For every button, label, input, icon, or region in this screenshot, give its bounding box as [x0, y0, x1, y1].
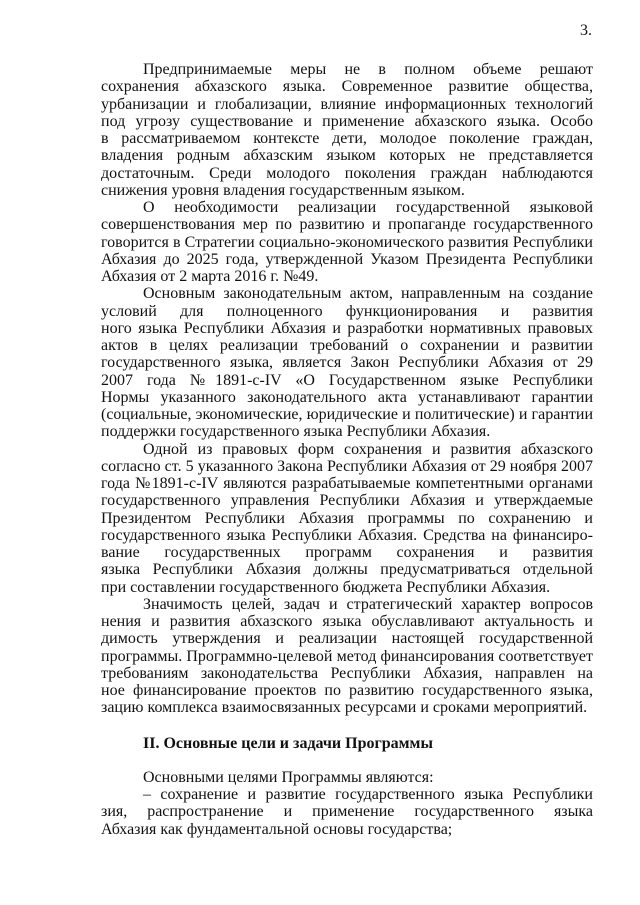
paragraph [101, 61, 593, 199]
text-line: Одной из правовых форм сохранения и развития абхазского [143, 440, 593, 458]
text-line: Основными целями Программы являются: [143, 768, 434, 786]
text-line: вание государственных программ сохранения и развития [101, 544, 593, 561]
section-heading: II. Основные цели и задачи Программы [143, 734, 433, 752]
text-line: требованиям законодательства Республики Абхазия, направлен на [101, 664, 593, 682]
paragraph [101, 441, 593, 596]
text-line: – сохранение и развитие государственного языка Республики [143, 786, 593, 803]
text-line: зия, распространение и применение государственного языка [101, 803, 593, 821]
text-line: Абхазия до 2025 года, утвержденной Указом Президента Республики [101, 250, 593, 268]
paragraph [101, 285, 593, 440]
text-line: Абхазия как фундаментальной основы государства; [101, 820, 453, 838]
text-line: условий для полноценного функционирования и развития [101, 302, 593, 320]
page-number: 3. [580, 22, 592, 39]
text-line: димость утверждения и реализации настоящей государственной [101, 630, 593, 648]
section-intro [101, 61, 593, 717]
text-line: урбанизации и глобализации, влияние информационных технологий [101, 95, 593, 113]
text-line: владения родным абхазским языком которых не представляется [101, 147, 593, 165]
text-line: достаточным. Среди молодого поколения граждан наблюдаются [101, 164, 593, 182]
text-line: года №1891-с-IV являются разрабатываемые компетентными органами [101, 475, 593, 492]
text-line: снижения уровня владения государственным языком. [101, 181, 465, 199]
text-line: под угрозу существование и применение абхазского языка. Особо [101, 112, 593, 130]
text-line: Нормы указанного законодательного акта устанавливают гарантии [101, 388, 593, 406]
text-line: актов в целях реализации требований о сохранении и развитии [101, 337, 593, 354]
text-line: согласно ст. 5 указанного Закона Республики Абхазия от 29 ноября 2007 [101, 457, 593, 475]
paragraph [101, 596, 593, 717]
section-goals [101, 769, 593, 838]
text-line: государственного языка Республики Абхазия. Средства на финансиро- [101, 526, 593, 544]
paragraph [101, 199, 593, 285]
text-line: ное финансирование проектов по развитию государственного языка, [101, 682, 593, 699]
paragraph [101, 786, 593, 838]
paragraph [101, 769, 593, 786]
text-line: программы. Программно-целевой метод финансирования соответствует [101, 647, 593, 665]
text-line: при составлении государственного бюджета Республики Абхазия. [101, 578, 551, 596]
text-line: государственного управления Республики Абхазия и утверждаемые [101, 492, 593, 510]
text-line: государственного языка, является Закон Республики Абхазия от 29 [101, 354, 593, 372]
text-line: зацию комплекса взаимосвязанных ресурсами и сроками мероприятий. [101, 699, 588, 717]
text-line: Предпринимаемые меры не в полном объеме решают [143, 61, 593, 78]
text-line: (социальные, экономические, юридические и политические) и гарантии [101, 406, 593, 423]
text-line: 2007 года №1891-с-IV «О Государственном языке Республики [101, 371, 593, 389]
text-line: Основным законодательным актом, направленным на создание [143, 285, 593, 303]
text-line: ного языка Республики Абхазия и разработки нормативных правовых [101, 319, 593, 337]
text-line: нения и развития абхазского языка обуславливают актуальность и [101, 613, 593, 630]
text-line: в рассматриваемом контексте дети, молодое поколение граждан, [101, 130, 593, 147]
document-body [101, 61, 593, 838]
text-line: Президентом Республики Абхазия программы по сохранению и [101, 509, 593, 527]
text-line: О необходимости реализации государственной языковой [143, 199, 593, 216]
text-line: говорится в Стратегии социально-экономического развития Республики [101, 233, 593, 251]
text-line: совершенствования мер по развитию и пропаганде государственного [101, 216, 593, 234]
text-line: поддержки государственного языка Республики Абхазия. [101, 423, 491, 441]
text-line: сохранения абхазского языка. Современное развитие общества, [101, 78, 593, 96]
text-line: Абхазия от 2 марта 2016 г. №49. [101, 268, 319, 285]
text-line: Значимость целей, задач и стратегический характер вопросов [143, 595, 593, 613]
text-line: языка Республики Абхазия должны предусматриваться отдельной [101, 561, 593, 579]
